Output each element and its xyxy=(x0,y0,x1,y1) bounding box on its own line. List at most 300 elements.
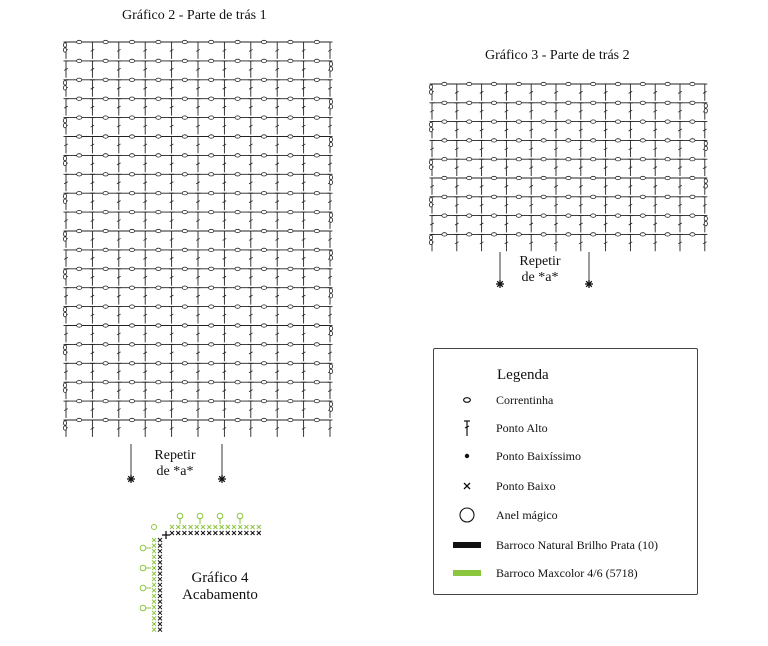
chain-stitch xyxy=(235,418,240,421)
chain-stitch xyxy=(129,399,134,402)
chain-stitch xyxy=(615,195,620,198)
chain-stitch xyxy=(288,40,293,43)
chain-stitch xyxy=(467,120,472,123)
turning-chain xyxy=(704,179,707,183)
chain-stitch xyxy=(77,267,82,270)
chain-stitch xyxy=(288,229,293,232)
chain-stitch xyxy=(103,381,108,384)
chain-stitch xyxy=(209,40,214,43)
chain-stitch xyxy=(261,248,266,251)
turning-chain xyxy=(63,345,66,349)
chain-stitch xyxy=(129,173,134,176)
chain-stitch xyxy=(235,192,240,195)
chain-stitch xyxy=(182,381,187,384)
chain-stitch xyxy=(235,399,240,402)
legend-item-single-crochet xyxy=(452,477,556,495)
chain-stitch xyxy=(467,195,472,198)
chain-stitch xyxy=(467,158,472,161)
turning-chain xyxy=(329,402,332,406)
chain-stitch xyxy=(156,381,161,384)
chain-stitch xyxy=(103,229,108,232)
chain-stitch xyxy=(541,120,546,123)
chain-stitch xyxy=(77,248,82,251)
chain-stitch xyxy=(77,116,82,119)
chain-stitch xyxy=(690,195,695,198)
chain-stitch xyxy=(103,324,108,327)
turning-chain xyxy=(704,216,707,220)
chain-stitch xyxy=(129,267,134,270)
chain-stitch xyxy=(77,324,82,327)
turning-chain xyxy=(63,421,66,425)
chain-stitch xyxy=(103,362,108,365)
chain-stitch xyxy=(314,248,319,251)
chain-stitch xyxy=(235,229,240,232)
legend-item-slip-stitch xyxy=(452,447,581,465)
chain-stitch xyxy=(209,286,214,289)
chain-stitch xyxy=(209,78,214,81)
chain-stitch xyxy=(209,210,214,213)
turning-chain xyxy=(329,62,332,66)
chain-stitch xyxy=(182,399,187,402)
chain-stitch xyxy=(615,176,620,179)
picot-loop xyxy=(140,585,146,591)
chart-3-stitch-grid xyxy=(429,82,707,251)
chart-4-title: Gráfico 4 Acabamento xyxy=(182,570,258,603)
chain-stitch xyxy=(129,154,134,157)
chain-stitch xyxy=(129,229,134,232)
legend-item-double-crochet xyxy=(452,419,548,437)
chain-stitch xyxy=(516,139,521,142)
chain-stitch xyxy=(442,139,447,142)
chain-stitch xyxy=(314,192,319,195)
chain-stitch xyxy=(640,120,645,123)
chain-stitch xyxy=(235,59,240,62)
chain-stitch xyxy=(103,210,108,213)
turning-chain xyxy=(63,307,66,311)
chain-stitch xyxy=(442,120,447,123)
chain-stitch xyxy=(209,381,214,384)
chain-stitch xyxy=(690,120,695,123)
turning-chain xyxy=(704,146,707,150)
chain-stitch xyxy=(156,154,161,157)
chain-stitch xyxy=(288,267,293,270)
turning-chain xyxy=(329,137,332,141)
chain-stitch xyxy=(690,82,695,85)
chain-stitch xyxy=(156,399,161,402)
turning-chain xyxy=(63,161,66,165)
picot-loop xyxy=(197,513,203,519)
chain-stitch xyxy=(491,82,496,85)
chain-stitch xyxy=(516,158,521,161)
chain-stitch xyxy=(182,362,187,365)
chain-stitch xyxy=(235,324,240,327)
chain-stitch xyxy=(288,305,293,308)
chain-stitch xyxy=(665,139,670,142)
chain-stitch xyxy=(314,286,319,289)
chain-stitch xyxy=(541,214,546,217)
chart-2-repeat-text: Repetir de *a* xyxy=(154,448,196,479)
chain-stitch xyxy=(491,233,496,236)
chain-stitch xyxy=(129,305,134,308)
magic-ring-icon xyxy=(452,506,482,524)
chain-stitch xyxy=(129,40,134,43)
chain-stitch xyxy=(103,40,108,43)
chain-stitch xyxy=(103,192,108,195)
chain-stitch xyxy=(665,214,670,217)
turning-chain xyxy=(63,86,66,90)
chain-stitch xyxy=(615,101,620,104)
chain-stitch xyxy=(103,343,108,346)
chain-stitch xyxy=(541,195,546,198)
chain-stitch xyxy=(288,248,293,251)
chain-stitch xyxy=(235,305,240,308)
turning-chain xyxy=(63,43,66,47)
legend-label: Correntinha xyxy=(496,392,554,407)
chain-stitch xyxy=(209,229,214,232)
chain-stitch xyxy=(516,101,521,104)
chain-stitch xyxy=(209,135,214,138)
chain-stitch xyxy=(129,59,134,62)
chain-stitch xyxy=(129,418,134,421)
chain-stitch xyxy=(129,324,134,327)
chain-stitch xyxy=(288,324,293,327)
chain-stitch xyxy=(182,154,187,157)
chain-stitch xyxy=(182,59,187,62)
turning-chain xyxy=(329,142,332,146)
chain-stitch xyxy=(156,362,161,365)
chain-stitch xyxy=(288,116,293,119)
chain-stitch xyxy=(103,399,108,402)
color-swatch xyxy=(452,570,482,576)
chain-stitch xyxy=(261,399,266,402)
chain-stitch xyxy=(665,120,670,123)
chain-stitch xyxy=(182,286,187,289)
chain-stitch xyxy=(690,101,695,104)
chain-stitch xyxy=(467,139,472,142)
chain-stitch xyxy=(640,195,645,198)
chain-stitch xyxy=(615,82,620,85)
chain-stitch xyxy=(288,78,293,81)
chain-stitch xyxy=(591,214,596,217)
legend-label: Barroco Maxcolor 4/6 (5718) xyxy=(496,565,638,580)
chain-stitch xyxy=(103,418,108,421)
chain-stitch xyxy=(566,101,571,104)
chain-stitch xyxy=(261,97,266,100)
chain-stitch xyxy=(615,214,620,217)
chain-stitch xyxy=(77,210,82,213)
chain-stitch xyxy=(314,229,319,232)
chain-stitch xyxy=(566,158,571,161)
turning-chain xyxy=(329,294,332,298)
legend-label: Barroco Natural Brilho Prata (10) xyxy=(496,537,658,552)
chain-stitch xyxy=(566,214,571,217)
double-crochet-icon xyxy=(452,419,482,437)
chain-stitch xyxy=(235,343,240,346)
chain-stitch xyxy=(640,101,645,104)
chain-stitch xyxy=(209,173,214,176)
chain-stitch xyxy=(235,116,240,119)
picot-loop xyxy=(217,513,223,519)
chain-stitch xyxy=(314,135,319,138)
turning-chain xyxy=(63,388,66,392)
chain-stitch xyxy=(77,399,82,402)
chain-stitch xyxy=(261,78,266,81)
legend-item-yarn-2 xyxy=(452,564,638,582)
chain-stitch xyxy=(442,214,447,217)
chain-stitch xyxy=(665,233,670,236)
chain-stitch xyxy=(182,116,187,119)
turning-chain xyxy=(329,369,332,373)
chain-stitch xyxy=(182,135,187,138)
chart-2-title: Gráfico 2 - Parte de trás 1 xyxy=(122,8,267,23)
turning-chain xyxy=(63,350,66,354)
chain-stitch xyxy=(182,305,187,308)
turning-chain xyxy=(329,67,332,71)
chain-stitch xyxy=(566,195,571,198)
chain-stitch xyxy=(209,362,214,365)
corner-picot xyxy=(152,525,157,530)
legend-item-magic-ring xyxy=(452,506,558,524)
chain-stitch xyxy=(314,305,319,308)
chain-stitch xyxy=(156,59,161,62)
legend-box xyxy=(433,348,698,595)
chain-stitch xyxy=(541,101,546,104)
chain-stitch xyxy=(491,139,496,142)
chain-stitch xyxy=(314,173,319,176)
chain-stitch xyxy=(182,324,187,327)
chain-stitch xyxy=(541,82,546,85)
chain-stitch xyxy=(566,139,571,142)
chain-stitch xyxy=(182,173,187,176)
chain-stitch xyxy=(103,154,108,157)
chain-stitch xyxy=(209,343,214,346)
turning-chain xyxy=(429,165,432,169)
chain-stitch xyxy=(442,233,447,236)
turning-chain xyxy=(704,141,707,145)
turning-chain xyxy=(329,175,332,179)
chain-stitch xyxy=(690,176,695,179)
chain-stitch xyxy=(129,210,134,213)
chart-2-stitch-grid xyxy=(63,40,332,437)
chain-stitch xyxy=(129,135,134,138)
chain-stitch xyxy=(261,418,266,421)
chain-stitch xyxy=(209,248,214,251)
chain-stitch xyxy=(491,176,496,179)
turning-chain xyxy=(329,180,332,184)
chain-stitch xyxy=(261,229,266,232)
turning-chain xyxy=(329,213,332,217)
chain-stitch xyxy=(314,116,319,119)
turning-chain xyxy=(704,221,707,225)
legend-item-yarn-1 xyxy=(452,536,658,554)
legend-label: Anel mágico xyxy=(496,507,558,522)
chain-stitch xyxy=(690,233,695,236)
chain-stitch xyxy=(288,59,293,62)
chain-stitch xyxy=(261,154,266,157)
chain-stitch xyxy=(261,305,266,308)
chain-stitch xyxy=(591,120,596,123)
chain-stitch xyxy=(491,120,496,123)
chain-stitch xyxy=(314,362,319,365)
chain-stitch xyxy=(77,173,82,176)
chain-stitch xyxy=(129,192,134,195)
chain-stitch xyxy=(288,286,293,289)
turning-chain xyxy=(429,85,432,89)
legend-label: Ponto Alto xyxy=(496,420,548,435)
chain-stitch xyxy=(156,286,161,289)
chain-stitch xyxy=(235,154,240,157)
chain-stitch xyxy=(690,139,695,142)
chain-stitch xyxy=(288,192,293,195)
turning-chain xyxy=(63,270,66,274)
yarn-swatch-green xyxy=(453,570,481,576)
turning-chain xyxy=(63,81,66,85)
turning-chain xyxy=(63,383,66,387)
chain-stitch xyxy=(640,82,645,85)
chain-stitch xyxy=(640,233,645,236)
picot-loop xyxy=(140,605,146,611)
chain-stitch xyxy=(314,399,319,402)
chain-stitch xyxy=(442,101,447,104)
chain-stitch xyxy=(288,399,293,402)
legend-label: Ponto Baixo xyxy=(496,478,556,493)
picot-loop xyxy=(177,513,183,519)
chain-stitch xyxy=(665,82,670,85)
chain-stitch xyxy=(491,101,496,104)
chain-stitch xyxy=(209,116,214,119)
chain-stitch xyxy=(103,135,108,138)
chain-stitch xyxy=(690,158,695,161)
chain-stitch xyxy=(77,135,82,138)
turning-chain xyxy=(63,426,66,430)
turning-chain xyxy=(329,218,332,222)
chain-stitch xyxy=(261,210,266,213)
chain-stitch xyxy=(235,78,240,81)
chain-stitch xyxy=(235,267,240,270)
single-crochet-icon xyxy=(452,481,482,491)
chain-stitch xyxy=(209,267,214,270)
chain-stitch xyxy=(77,229,82,232)
chain-stitch xyxy=(314,324,319,327)
chain-stitch xyxy=(156,192,161,195)
chain-stitch xyxy=(235,210,240,213)
chain-stitch xyxy=(156,248,161,251)
chain-stitch xyxy=(566,233,571,236)
chain-stitch xyxy=(314,97,319,100)
chain-stitch xyxy=(467,233,472,236)
chart-3-title: Gráfico 3 - Parte de trás 2 xyxy=(485,48,630,63)
chain-stitch xyxy=(261,173,266,176)
chain-stitch xyxy=(288,135,293,138)
chain-stitch xyxy=(261,286,266,289)
chain-stitch xyxy=(209,418,214,421)
chain-stitch xyxy=(235,135,240,138)
turning-chain xyxy=(429,203,432,207)
chain-stitch xyxy=(288,418,293,421)
chain-stitch xyxy=(261,192,266,195)
chain-stitch xyxy=(156,418,161,421)
chain-stitch xyxy=(77,362,82,365)
turning-chain xyxy=(704,184,707,188)
picot-loop xyxy=(140,565,146,571)
chain-stitch xyxy=(156,324,161,327)
chain-stitch xyxy=(314,154,319,157)
color-swatch xyxy=(452,542,482,548)
legend-title: Legenda xyxy=(497,367,549,383)
chain-icon xyxy=(452,396,482,404)
chain-stitch xyxy=(516,176,521,179)
chain-stitch xyxy=(261,381,266,384)
chain-stitch xyxy=(77,40,82,43)
chain-stitch xyxy=(182,78,187,81)
chain-stitch xyxy=(103,267,108,270)
yarn-swatch-black xyxy=(453,542,481,548)
chain-stitch xyxy=(467,214,472,217)
chain-stitch xyxy=(209,324,214,327)
chain-stitch xyxy=(182,229,187,232)
chain-stitch xyxy=(314,381,319,384)
picot-loop xyxy=(237,513,243,519)
turning-chain xyxy=(63,194,66,198)
turning-chain xyxy=(63,237,66,241)
chain-stitch xyxy=(156,135,161,138)
turning-chain xyxy=(329,256,332,260)
turning-chain xyxy=(429,160,432,164)
chain-stitch xyxy=(640,158,645,161)
chain-stitch xyxy=(314,343,319,346)
chain-stitch xyxy=(314,40,319,43)
chain-stitch xyxy=(442,176,447,179)
chain-stitch xyxy=(665,176,670,179)
chain-stitch xyxy=(129,248,134,251)
chain-stitch xyxy=(103,97,108,100)
chain-stitch xyxy=(615,139,620,142)
chain-stitch xyxy=(182,97,187,100)
chart-3-repeat-label xyxy=(500,254,580,286)
chain-stitch xyxy=(182,192,187,195)
chain-stitch xyxy=(103,286,108,289)
turning-chain xyxy=(63,312,66,316)
chain-stitch xyxy=(103,248,108,251)
turning-chain xyxy=(329,331,332,335)
chain-stitch xyxy=(235,362,240,365)
turning-chain xyxy=(429,122,432,126)
chain-stitch xyxy=(103,173,108,176)
chain-stitch xyxy=(77,305,82,308)
chain-stitch xyxy=(77,286,82,289)
chain-stitch xyxy=(516,233,521,236)
chain-stitch xyxy=(156,267,161,270)
chain-stitch xyxy=(288,97,293,100)
chain-stitch xyxy=(156,78,161,81)
chain-stitch xyxy=(77,418,82,421)
chain-stitch xyxy=(640,214,645,217)
turning-chain xyxy=(63,118,66,122)
chain-stitch xyxy=(235,381,240,384)
turning-chain xyxy=(429,240,432,244)
chain-stitch xyxy=(129,97,134,100)
chain-stitch xyxy=(591,101,596,104)
chain-stitch xyxy=(77,343,82,346)
chain-stitch xyxy=(615,158,620,161)
chain-stitch xyxy=(665,195,670,198)
chain-stitch xyxy=(442,195,447,198)
chain-stitch xyxy=(209,399,214,402)
chain-stitch xyxy=(182,418,187,421)
chain-stitch xyxy=(288,362,293,365)
chain-stitch xyxy=(77,78,82,81)
chain-stitch xyxy=(156,305,161,308)
